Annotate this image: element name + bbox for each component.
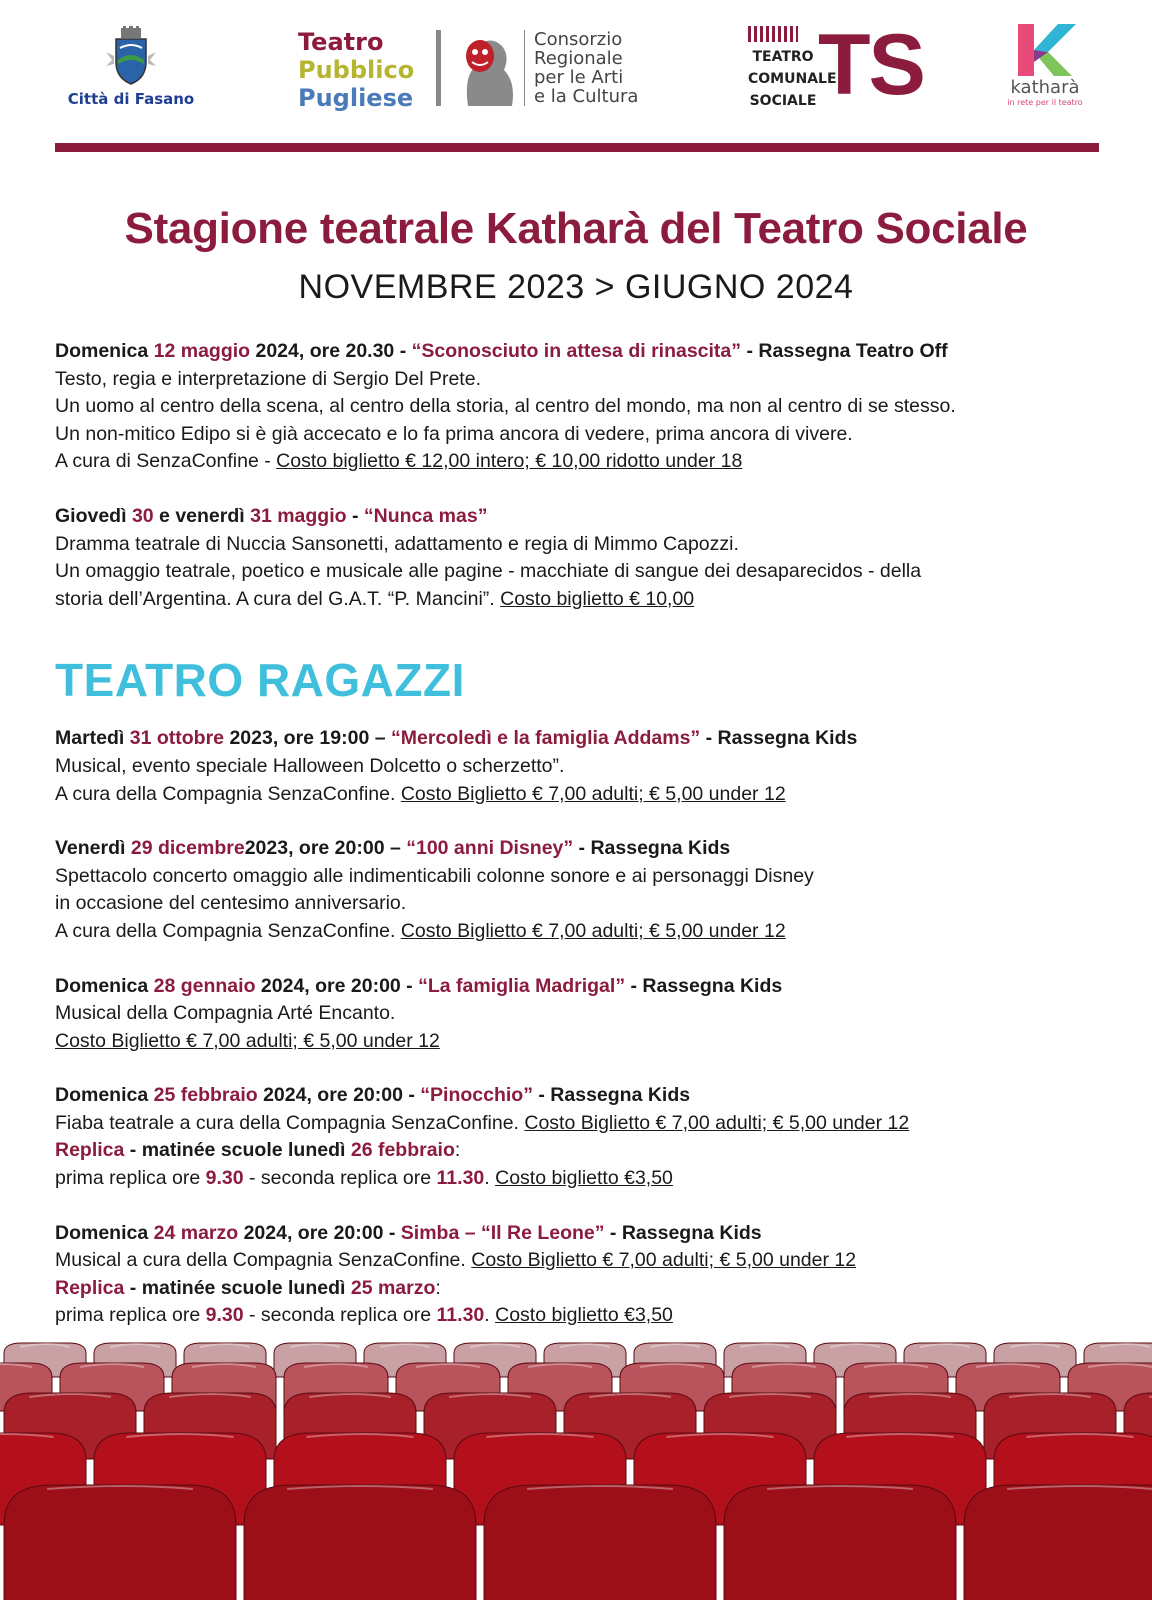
theatre-mask-icon — [450, 28, 520, 108]
ticket-price: Costo biglietto € 10,00 — [500, 587, 695, 610]
event-description-line — [55, 366, 1125, 394]
text-segment: Venerdì — [55, 837, 131, 860]
text-segment: Domenica — [55, 974, 154, 997]
tpp-word-teatro: Teatro — [298, 28, 384, 56]
text-segment: Un non-mitico Edipo si è già accecato e lo fa prima ancora di vedere, prima ancora di vivere. — [55, 422, 853, 445]
kathara-tagline: in rete per il teatro — [1007, 98, 1083, 107]
teatro-comunale-sociale-logo — [748, 17, 924, 113]
ts-small-text — [748, 46, 837, 112]
text-segment: - seconda replica ore — [243, 1304, 437, 1327]
section-title-teatro-ragazzi: TEATRO RAGAZZI — [55, 654, 465, 707]
text-segment: Spettacolo concerto omaggio alle indimenticabili colonne sonore e ai personaggi Disney — [55, 864, 814, 887]
text-segment: - seconda replica ore — [243, 1167, 437, 1190]
text-segment: 2023, ore 19:00 – — [224, 727, 391, 750]
event-description-line — [55, 448, 1125, 476]
highlight-text: “Nunca mas” — [363, 504, 488, 527]
header-rule — [55, 143, 1099, 152]
highlight-text: “100 anni Disney” — [406, 837, 574, 860]
ticket-price: Costo Biglietto € 7,00 adulti; € 5,00 under 12 — [400, 919, 786, 942]
text-segment: Testo, regia e interpretazione di Sergio Del Prete. — [55, 367, 481, 390]
highlight-text: 31 maggio — [250, 504, 347, 527]
text-segment: . — [484, 1167, 496, 1190]
text-segment: - — [346, 504, 364, 527]
ts-small-line: SOCIALE — [749, 93, 817, 109]
event-heading — [55, 725, 1125, 753]
ticket-price: Costo biglietto €3,50 — [495, 1304, 673, 1327]
event-description-line — [55, 890, 1125, 918]
text-segment: prima replica ore — [55, 1304, 206, 1327]
event-description-line — [55, 1247, 1125, 1275]
tpp-word-pugliese: Pugliese — [298, 84, 414, 112]
highlight-text: 11.30 — [436, 1304, 485, 1327]
highlight-text: “Pinocchio” — [420, 1084, 533, 1107]
highlight-text: 11.30 — [436, 1167, 485, 1190]
consorzio-text — [534, 30, 638, 106]
city-crest-icon — [104, 26, 158, 88]
adult-events-list — [55, 338, 1125, 613]
highlight-text: Simba – “Il Re Leone” — [400, 1221, 605, 1244]
event-item — [55, 338, 1125, 476]
event-heading — [55, 973, 1125, 1001]
text-segment: - Rassegna Teatro Off — [741, 340, 948, 362]
text-segment: Giovedì — [55, 504, 132, 527]
highlight-text: 24 marzo — [153, 1221, 239, 1244]
event-heading — [55, 338, 1125, 366]
highlight-text: 30 — [131, 504, 154, 527]
event-description-line — [55, 1275, 1125, 1303]
theatre-seat — [724, 1485, 956, 1600]
highlight-text: 29 dicembre — [130, 837, 245, 860]
text-segment: A cura di SenzaConfine - — [55, 450, 277, 473]
highlight-text: Replica — [55, 1276, 125, 1299]
theatre-seat — [244, 1485, 476, 1600]
text-segment: prima replica ore — [55, 1167, 206, 1190]
event-description-line — [55, 1000, 1125, 1028]
text-segment: Domenica — [55, 340, 154, 362]
fasano-name: Città di Fasano — [67, 90, 195, 108]
text-segment: : — [454, 1139, 461, 1162]
event-description-line — [55, 1165, 1125, 1193]
highlight-text: 26 febbraio — [350, 1139, 455, 1162]
text-segment: - Rassegna Kids — [604, 1221, 762, 1244]
text-segment: Un uomo al centro della scena, al centro della storia, al centro del mondo, ma non al centro di se stesso. — [55, 395, 956, 418]
event-description-line — [55, 1137, 1125, 1165]
ticket-price: Costo biglietto €3,50 — [495, 1167, 673, 1190]
event-description-line — [55, 781, 1125, 809]
event-description-line — [55, 1028, 1125, 1056]
event-item — [55, 1082, 1125, 1192]
text-segment: 2024, ore 20:00 - — [255, 974, 419, 997]
text-segment: . — [484, 1304, 496, 1327]
logo-bar — [0, 0, 1152, 140]
event-description-line — [55, 421, 1125, 449]
highlight-text: 28 gennaio — [153, 974, 256, 997]
text-segment: Musical a cura della Compagnia SenzaConfine. — [55, 1249, 472, 1272]
text-segment: : — [435, 1276, 441, 1299]
event-description-line — [55, 558, 1125, 586]
text-segment: A cura della Compagnia SenzaConfine. — [55, 919, 401, 942]
event-item — [55, 973, 1125, 1056]
text-segment: - matinée scuole lunedì — [124, 1276, 351, 1299]
event-item — [55, 725, 1125, 808]
tpp-divider — [436, 30, 441, 106]
ts-small-line: TEATRO — [752, 49, 814, 65]
teatro-pubblico-pugliese-logo — [298, 28, 648, 112]
ticket-price: Costo Biglietto € 7,00 adulti; € 5,00 under 12 — [524, 1111, 910, 1134]
theatre-seat — [964, 1485, 1152, 1600]
text-segment: - Rassegna Kids — [700, 727, 858, 750]
highlight-text: 25 marzo — [350, 1276, 436, 1299]
event-heading — [55, 835, 1125, 863]
event-heading — [55, 1220, 1125, 1248]
kathara-name: katharà — [1010, 77, 1080, 98]
text-segment: 2024, ore 20:00 - — [238, 1221, 401, 1244]
ticket-price: Costo Biglietto € 7,00 adulti; € 5,00 under 12 — [471, 1249, 857, 1272]
citta-di-fasano-logo — [56, 26, 206, 108]
highlight-text: “La famiglia Madrigal” — [418, 974, 626, 997]
text-segment: Un omaggio teatrale, poetico e musicale alle pagine - macchiate di sangue dei desaparecidos - della — [55, 560, 922, 583]
theatre-seat — [4, 1485, 236, 1600]
tpp-thin-divider — [524, 30, 525, 106]
text-segment: Dramma teatrale di Nuccia Sansonetti, adattamento e regia di Mimmo Capozzi. — [55, 532, 739, 555]
ticket-price: Costo Biglietto € 7,00 adulti; € 5,00 under 12 — [400, 782, 786, 805]
highlight-text: 9.30 — [205, 1304, 244, 1327]
event-description-line — [55, 863, 1125, 891]
highlight-text: 31 ottobre — [129, 727, 225, 750]
text-segment: - Rassegna Kids — [573, 837, 731, 860]
page-subtitle: NOVEMBRE 2023 > GIUGNO 2024 — [298, 268, 854, 306]
event-heading — [55, 1082, 1125, 1110]
ts-small-line: COMUNALE — [748, 71, 837, 87]
text-segment: Domenica — [55, 1084, 154, 1107]
text-segment: - matinée scuole lunedì — [124, 1139, 351, 1162]
text-segment: Musical della Compagnia Arté Encanto. — [55, 1002, 396, 1025]
kathara-logo — [990, 22, 1100, 112]
highlight-text: “Mercoledì e la famiglia Addams” — [390, 727, 701, 750]
highlight-text: 12 maggio — [153, 340, 251, 362]
page-title: Stagione teatrale Katharà del Teatro Sociale — [124, 204, 1028, 253]
text-segment: - Rassegna Kids — [532, 1084, 691, 1107]
event-description-line — [55, 1110, 1125, 1138]
highlight-text: “Sconosciuto in attesa di rinascita” — [411, 340, 742, 362]
event-description-line — [55, 1302, 1125, 1330]
theatre-seat — [484, 1485, 716, 1600]
event-item — [55, 503, 1125, 613]
consorzio-line: Regionale — [534, 48, 623, 69]
highlight-text: 9.30 — [205, 1167, 244, 1190]
event-description-line — [55, 531, 1125, 559]
text-segment: - Rassegna Kids — [625, 974, 783, 997]
highlight-text: 25 febbraio — [153, 1084, 258, 1107]
event-item — [55, 1220, 1125, 1330]
event-heading — [55, 503, 1125, 531]
consorzio-line: Consorzio — [534, 29, 623, 50]
consorzio-line: per le Arti — [534, 67, 624, 88]
event-description-line — [55, 918, 1125, 946]
ticket-price: Costo Biglietto € 7,00 adulti; € 5,00 under 12 — [55, 1029, 440, 1052]
ticket-price: Costo biglietto € 12,00 intero; € 10,00 ridotto under 18 — [276, 450, 743, 473]
tpp-word-pubblico: Pubblico — [298, 56, 415, 84]
program-content — [55, 338, 1125, 1330]
event-item — [55, 835, 1125, 945]
consorzio-line: e la Cultura — [534, 86, 639, 107]
event-description-line — [55, 753, 1125, 781]
text-segment: 2023, ore 20:00 – — [244, 837, 407, 860]
text-segment: Martedì — [55, 727, 130, 750]
theatre-seats-image — [0, 1335, 1152, 1600]
event-description-line — [55, 586, 1125, 614]
text-segment: storia dell’Argentina. A cura del G.A.T. “P. Mancini”. — [55, 587, 501, 610]
tpp-wordmark — [298, 28, 414, 112]
text-segment: e venerdì — [153, 504, 251, 527]
ts-stripes — [748, 26, 798, 42]
text-segment: 2024, ore 20:00 - — [257, 1084, 421, 1107]
event-description-line — [55, 393, 1125, 421]
text-segment: 2024, ore 20.30 - — [250, 340, 412, 362]
text-segment: Domenica — [55, 1221, 154, 1244]
text-segment: A cura della Compagnia SenzaConfine. — [55, 782, 401, 805]
kids-events-list — [55, 725, 1125, 1330]
text-segment: Fiaba teatrale a cura della Compagnia SenzaConfine. — [55, 1111, 525, 1134]
ts-big-letters: TS — [818, 17, 924, 113]
text-segment: in occasione del centesimo anniversario. — [55, 892, 407, 915]
text-segment: Musical, evento speciale Halloween Dolcetto o scherzetto”. — [55, 754, 565, 777]
highlight-text: Replica — [55, 1139, 125, 1162]
kathara-k-icon — [1012, 22, 1078, 78]
